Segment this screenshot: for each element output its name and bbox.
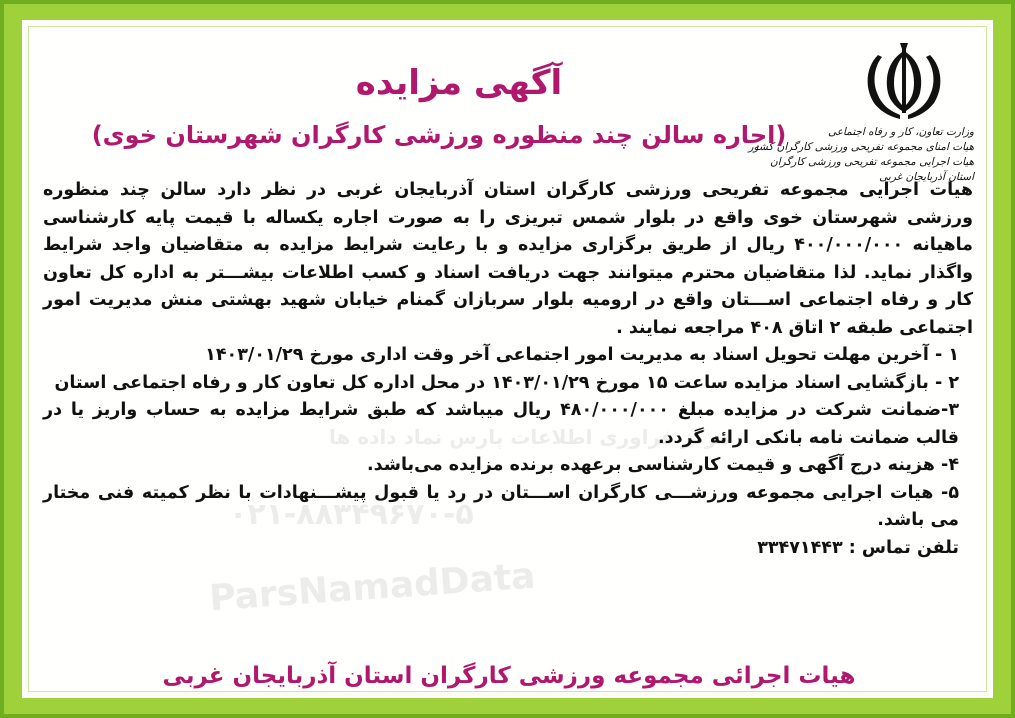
intro-paragraph: هیات اجرایی مجموعه تفریحی ورزشی کارگران استان آذربایجان غربی در نظر دارد سالن چند منظوره ورزشی شهرستان خوی واقع در بلوار شمس تبریزی را به صورت اجاره یکساله با قیمت پایه کارشناسی ماهیانه ۴۰۰/۰۰۰/۰۰۰ ریال از طریق برگزاری مزایده و با رعایت شرایط مزایده به متقاضیان واجد شرایط واگذار نماید. لذا متقاضیان محترم میتوانند جهت دریافت اسناد و کسب اطلاعات بیشـــتر به اداره کل تعاون کار و رفاه اجتماعی اســـتان واقع در ارومیه بلوار سربازان گمنام خیابان شهید بهشتی منش مدیریت امور اجتماعی طبقه ۲ اتاق ۴۰۸ مراجعه نمایند . [43, 180, 973, 338]
notice-body [43, 177, 973, 562]
list-item: ۴- هزینه درج آگهی و قیمت کارشناسی برعهده برنده مزایده می‌باشد. [367, 455, 959, 475]
ministry-signature [748, 125, 974, 185]
ministry-line: هیات امنای مجموعه تفریحی ورزشی کارگران کشور [748, 141, 974, 153]
watermark-name: ParsNamadData [207, 555, 537, 620]
notice-footer: هیات اجرائی مجموعه ورزشی کارگران استان آذربایجان غربی [162, 663, 856, 689]
notice-paper [28, 26, 987, 692]
ministry-line: هیات اجرایی مجموعه تفریحی ورزشی کارگران [770, 156, 974, 168]
notice-subtitle: (اجاره سالن چند منظوره ورزشی کارگران شهرستان خوی) [91, 121, 787, 149]
list-item: ۵- هیات اجرایی مجموعه ورزشـــی کارگران اســـتان در رد یا قبول پیشـــنهادات با نظر کمیته فنی مختار می باشد. [43, 482, 959, 530]
contact-phone: تلفن تماس : ۳۳۴۷۱۴۴۳ [757, 537, 959, 558]
watermark-phone: ۰۲۱-۸۸۳۴۹۶۷۰-۵ [229, 497, 474, 532]
list-item: ۲ - بازگشایی اسناد مزایده ساعت ۱۵ مورخ ۱۴۰۳/۰۱/۲۹ در محل اداره کل تعاون کار و رفاه اجتماعی استان [54, 372, 959, 393]
list-item: ۱ - آخرین مهلت تحویل اسناد به مدیریت امور اجتماعی آخر وقت اداری مورخ ۱۴۰۳/۰۱/۲۹ [205, 345, 959, 365]
list-item: ۳-ضمانت شرکت در مزایده مبلغ ۴۸۰/۰۰۰/۰۰۰ ریال میباشد که طبق شرایط مزایده به حساب واریز یا در قالب ضمانت نامه بانکی ارائه گردد. [43, 400, 959, 448]
watermark-tagline: مرکز فراوری اطلاعات پارس نماد داده ها [329, 425, 730, 449]
iran-emblem-icon [844, 41, 964, 123]
ministry-line: وزارت تعاون، کار و رفاه اجتماعی [827, 126, 974, 138]
ministry-line: استان آذربایجان غربی [879, 171, 974, 183]
notice-title: آگهی مزایده [355, 63, 563, 103]
